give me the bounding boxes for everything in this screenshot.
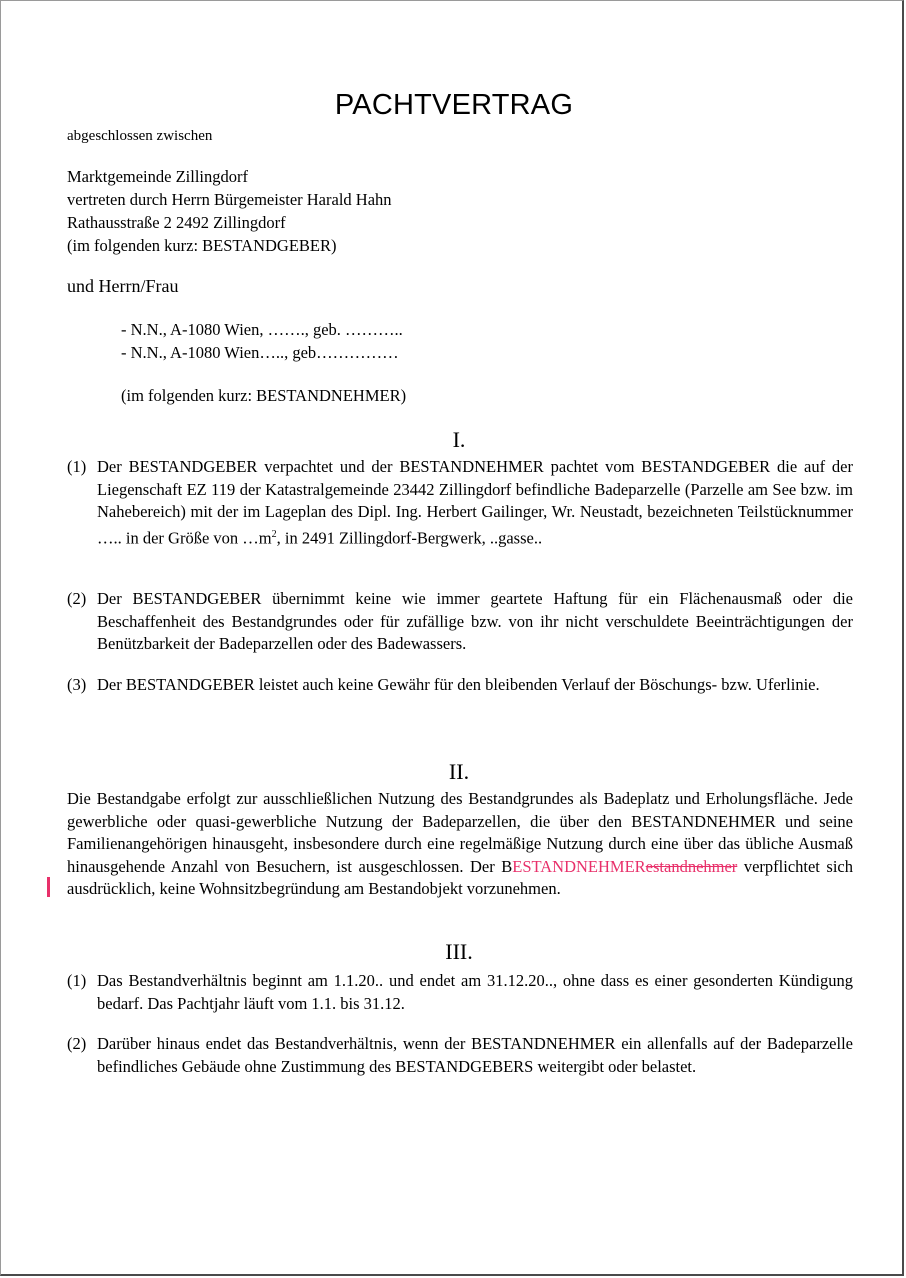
paragraph-number: (3) xyxy=(67,675,87,694)
intro-text: abgeschlossen zwischen xyxy=(67,128,213,144)
document-title: PACHTVERTRAG xyxy=(334,89,574,121)
lessee-line: - N.N., A-1080 Wien….., geb…………… xyxy=(121,343,399,362)
paragraph-number: (1) xyxy=(67,971,87,990)
lessor-representative: vertreten durch Herrn Bürgemeister Harald Hahn xyxy=(67,190,392,209)
paragraph-text: verpflichtet sich ausdrücklich, keine Wohnsitzbegründung am Bestandobjekt vorzunehmen. xyxy=(67,856,853,898)
lessor-short-name: (im folgenden kurz: BESTANDGEBER) xyxy=(67,236,337,255)
section-2-paragraph xyxy=(67,788,853,901)
section-heading-2: II. xyxy=(448,759,470,784)
superscript: 2 xyxy=(271,528,277,540)
section-heading-3: III. xyxy=(445,939,473,964)
paragraph-text: Darüber hinaus endet das Bestandverhältnis, wenn der BESTANDNEHMER ein allenfalls auf der Badeparzelle befindliches Gebäude ohne Zustimmung des BESTANDGEBERS weitergibt oder belastet. xyxy=(97,1034,853,1076)
lessor-address: Rathausstraße 2 2492 Zillingdorf xyxy=(67,213,286,232)
section-3-paragraph-1 xyxy=(67,970,853,1015)
section-1-paragraph-2 xyxy=(67,588,853,656)
paragraph-text: Der BESTANDGEBER verpachtet und der BESTANDNEHMER pachtet vom BESTANDGEBER die auf der Liegenschaft EZ 119 der Katastralgemeinde 23442 Zillingdorf befindliche Badeparzelle (Parzelle am See bzw. im Nahebereich) mit der im Lageplan des Dipl. Ing. Herbert Gailinger, Wr. Neustadt, bezeichneten Teilstücknummer ….. in der Größe von …m xyxy=(97,457,853,547)
lessee-line: - N.N., A-1080 Wien, ……., geb. ……….. xyxy=(121,320,403,339)
and-label: und Herrn/Frau xyxy=(67,276,179,296)
paragraph-text: Der BESTANDGEBER übernimmt keine wie immer geartete Haftung für ein Flächenausmaß oder die Beschaffenheit des Bestandgrundes oder für zufällige bzw. von ihr nicht verschuldete Beeinträchtigungen der Benützbarkeit der Badeparzellen oder des Badewassers. xyxy=(97,589,853,653)
paragraph-number: (1) xyxy=(67,457,87,476)
tracked-change-bar xyxy=(47,877,50,897)
tracked-insertion: ESTANDNEHMER xyxy=(512,856,646,876)
lessee-short-name: (im folgenden kurz: BESTANDNEHMER) xyxy=(121,386,407,405)
lessor-name: Marktgemeinde Zillingdorf xyxy=(67,167,248,186)
section-heading-1: I. xyxy=(452,427,466,452)
paragraph-text: Das Bestandverhältnis beginnt am 1.1.20.. und endet am 31.12.20.., ohne dass es einer gesonderten Kündigung bedarf. Das Pachtjahr läuft vom 1.1. bis 31.12. xyxy=(97,971,853,1013)
section-1-paragraph-1 xyxy=(67,456,853,550)
paragraph-number: (2) xyxy=(67,589,87,608)
paragraph-text: Der BESTANDGEBER leistet auch keine Gewähr für den bleibenden Verlauf der Böschungs- bzw. Uferlinie. xyxy=(97,675,820,694)
section-3-paragraph-2 xyxy=(67,1033,853,1078)
section-1-paragraph-3 xyxy=(67,674,853,697)
paragraph-text: , in 2491 Zillingdorf-Bergwerk, ..gasse.. xyxy=(276,528,543,547)
tracked-deletion: estandnehmer xyxy=(645,856,738,876)
paragraph-text: Die Bestandgabe erfolgt zur ausschließlichen Nutzung des Bestandgrundes als Badeplatz und Erholungsfläche. Jede gewerbliche oder quasi-gewerbliche Nutzung der Badeparzellen, die über den BESTANDNEHMER und seine Familienangehörigen hinausgeht, insbesondere durch eine regelmäßige Nutzung durch eine über das übliche Ausmaß hinausgehende Anzahl von Besuchern, ist ausgeschlossen. Der B xyxy=(67,789,853,876)
paragraph-number: (2) xyxy=(67,1034,87,1053)
